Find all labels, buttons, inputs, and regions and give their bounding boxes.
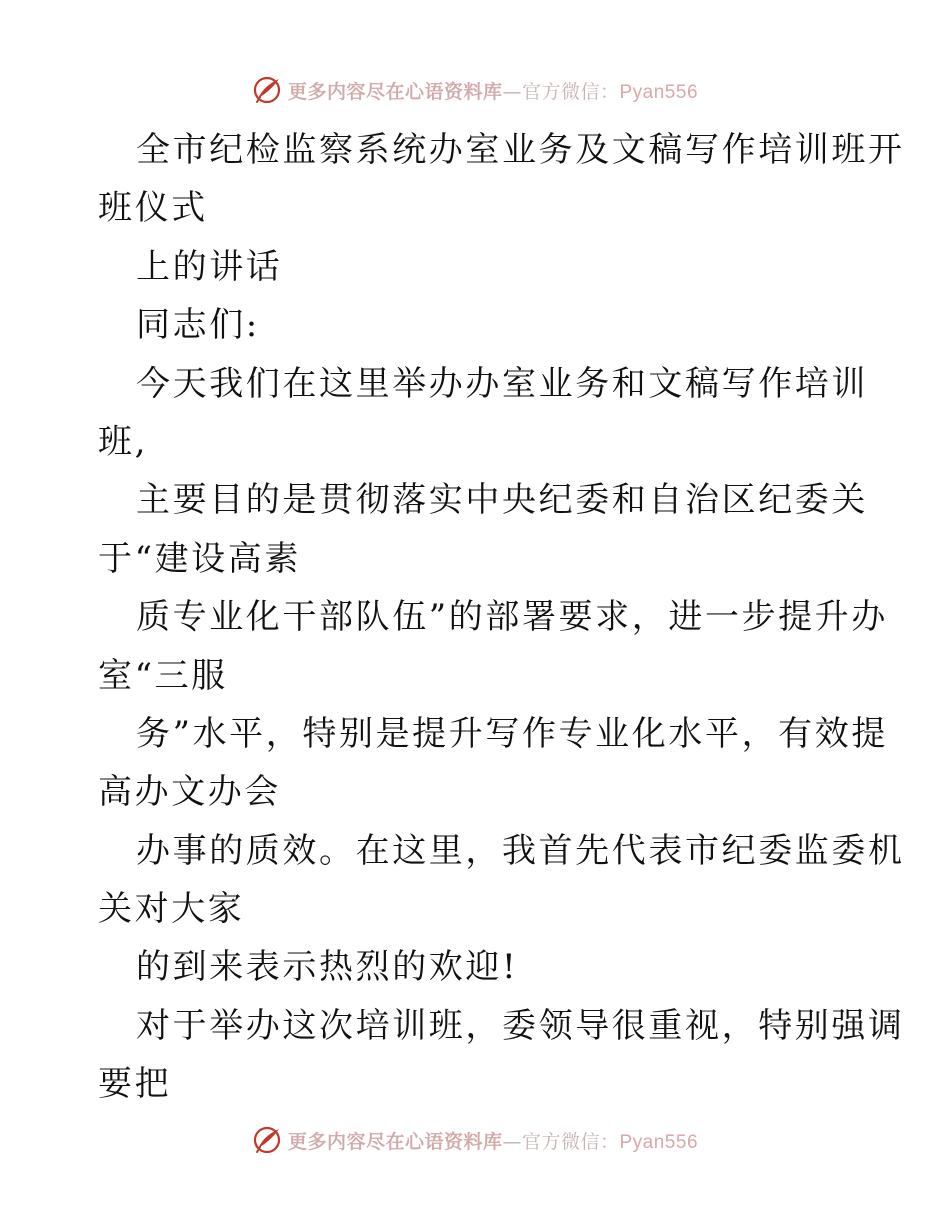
text-line: 的到来表示热烈的欢迎!	[136, 947, 519, 988]
text-line: 同志们:	[136, 305, 260, 346]
text-line: 务”水平，特别是提升写作专业化水平，有效提	[136, 713, 888, 754]
text-line: 室“三服	[98, 655, 228, 696]
text-line: 全市纪检监察系统办室业务及文稿写作培训班开	[136, 130, 905, 170]
text-line: 班,	[98, 421, 149, 462]
text-line: 办事的质效。在这里，我首先代表市纪委监委机	[136, 830, 905, 871]
text-line: 班仪式	[98, 188, 208, 229]
watermark-brand: 更多内容尽在心语资料库	[287, 80, 503, 103]
footer-watermark	[0, 1120, 950, 1160]
header-watermark	[0, 70, 950, 110]
text-line: 高办文办会	[98, 772, 281, 813]
document-body	[98, 121, 905, 1114]
text-line: 上的讲话	[136, 246, 283, 287]
watermark-text	[288, 1127, 698, 1154]
watermark-separator: —	[502, 80, 522, 103]
watermark-wechat-id: Pyan556	[619, 1131, 699, 1153]
watermark-brand: 更多内容尽在心语资料库	[287, 1130, 503, 1153]
text-line: 要把	[98, 1064, 172, 1105]
watermark-text	[288, 77, 698, 104]
text-line: 对于举办这次培训班，委领导很重视，特别强调	[136, 1005, 905, 1046]
text-line: 于“建设高素	[98, 538, 301, 579]
text-line: 关对大家	[98, 889, 245, 930]
quill-logo-icon	[252, 75, 282, 105]
text-line: 质专业化干部队伍”的部署要求，进一步提升办	[136, 597, 888, 638]
watermark-wechat-label: 官方微信：	[521, 80, 620, 103]
text-line: 今天我们在这里举办办室业务和文稿写作培训	[136, 363, 868, 404]
quill-logo-icon	[252, 1125, 282, 1155]
watermark-wechat-label: 官方微信：	[521, 1130, 620, 1153]
watermark-separator: —	[502, 1130, 522, 1153]
text-line: 主要目的是贯彻落实中央纪委和自治区纪委关	[136, 480, 868, 521]
watermark-wechat-id: Pyan556	[619, 81, 699, 103]
